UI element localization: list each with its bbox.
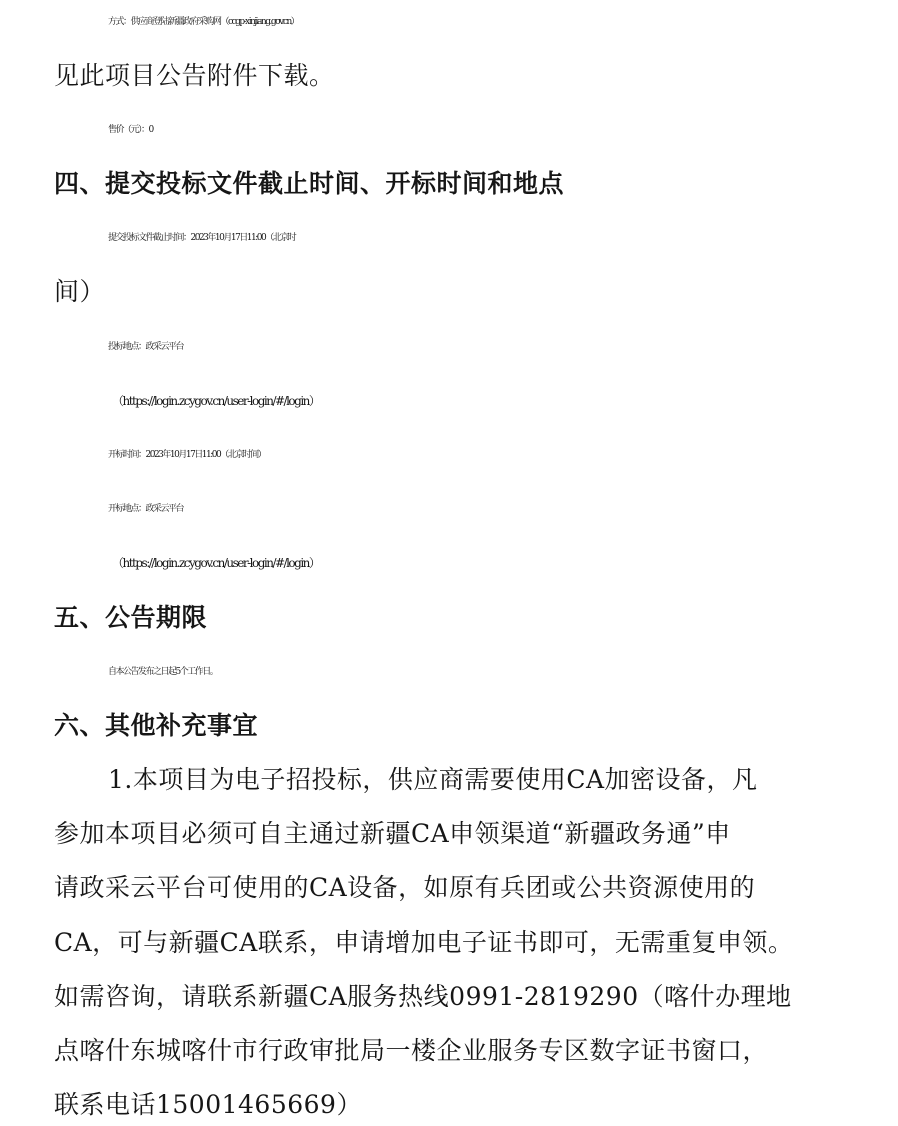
bid-location-line: 投标地点：政采云平台	[108, 342, 184, 352]
section-heading-deadline: 四、提交投标文件截止时间、开标时间和地点	[54, 169, 565, 198]
opening-location-url: （https://login.zcygov.cn/user-login/#/login）	[112, 556, 320, 570]
opening-time-line: 开标时间：2023年10月17日11:00（北京时间）	[108, 450, 266, 460]
other-para-line-5: 如需咨询，请联系新疆CA服务热线0991-2819290（喀什办理地	[54, 982, 792, 1011]
section-heading-other: 六、其他补充事宜	[54, 711, 259, 740]
price-line: 售价（元）：0	[108, 125, 153, 135]
period-line: 自本公告发布之日起5个工作日。	[108, 667, 218, 677]
other-para-line-3: 请政采云平台可使用的CA设备，如原有兵团或公共资源使用的	[54, 873, 756, 902]
purchase-method-line: 方式：供应商登陆新疆政府采购网（ccgp-xinjiang.gov.cn）	[108, 17, 299, 27]
bid-deadline-line: 提交投标文件截止时间：2023年10月17日11:00（北京时	[108, 233, 296, 243]
other-para-line-4: CA，可与新疆CA联系，申请增加电子证书即可，无需重复申领。	[54, 928, 794, 957]
other-para-line-7: 联系电话15001465669）	[54, 1090, 362, 1119]
bid-deadline-line-cont: 间）	[54, 277, 106, 306]
section-heading-period: 五、公告期限	[54, 603, 208, 632]
opening-location-line: 开标地点：政采云平台	[108, 504, 184, 514]
other-para-line-1: 1.本项目为电子招投标，供应商需要使用CA加密设备，凡	[108, 765, 758, 794]
other-para-line-2: 参加本项目必须可自主通过新疆CA申领渠道“新疆政务通”申	[54, 819, 731, 848]
other-para-line-6: 点喀什东城喀什市行政审批局一楼企业服务专区数字证书窗口，	[54, 1036, 769, 1065]
bid-location-url: （https://login.zcygov.cn/user-login/#/login）	[112, 394, 320, 408]
download-note: 见此项目公告附件下载。	[54, 61, 335, 90]
